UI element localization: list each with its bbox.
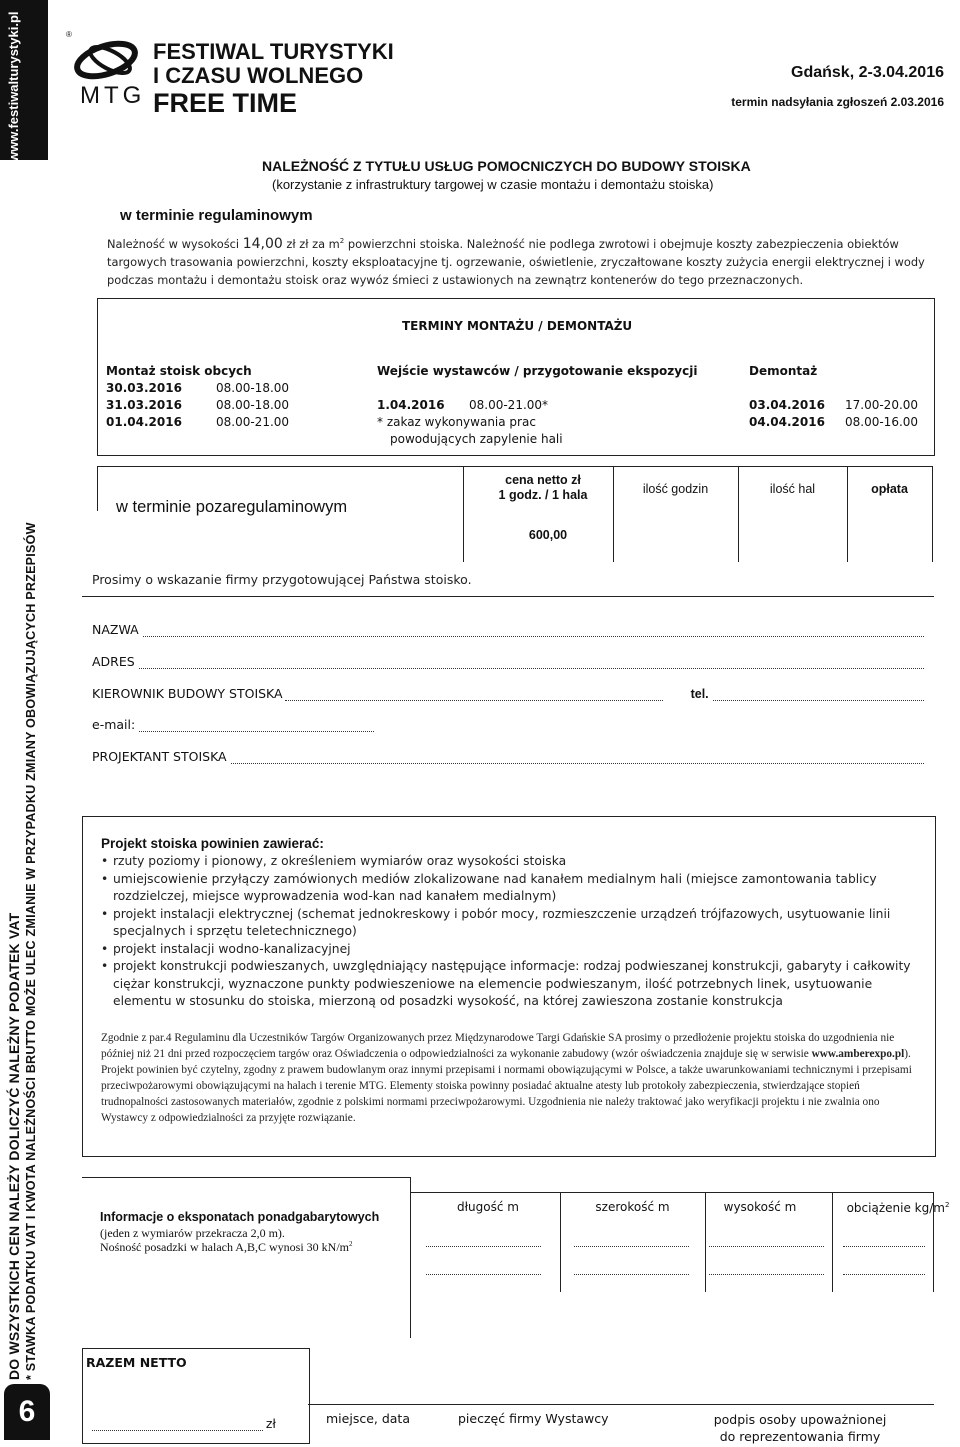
- website-url: www.festiwalturystyki.pl: [6, 11, 21, 162]
- vat-note-line2: * STAWKA PODATKU VAT I KWOTA NALEŻNOŚCI BRUTTO MOŻE ULEC ZMIANIE W PRZYPADKU ZMIANY OBOWIĄZUJĄCYCH PRZEPISÓW: [24, 522, 38, 1380]
- terms-col3-date: 04.04.2016: [749, 415, 825, 429]
- contact-row-name: [92, 622, 924, 637]
- address-field[interactable]: [139, 656, 924, 669]
- manager-label: KIEROWNIK BUDOWY STOISKA: [92, 686, 283, 701]
- terms-col1-row: [106, 397, 289, 414]
- oversize-title: Informacje o eksponatach ponadgabarytowych: [100, 1210, 380, 1224]
- list-item: • projekt konstrukcji podwieszanych, uwzględniający następujące informacje: rodzaj podwieszanej konstrukcji, gabaryty i całkowity ciężar konstrukcji, wyznaczone punkty podwieszeniowe na elemencie podwieszanym, ilość potrzebnych linek, usytuowanie elementu w stosunku do stoiska, mierzoną od posadzki wysokość, na której zawieszona zostanie konstrukcja: [101, 958, 921, 1011]
- terms-col3-list: [749, 397, 918, 431]
- height-field-2[interactable]: [709, 1274, 824, 1275]
- oversize-col-width: szerokość m: [595, 1200, 670, 1214]
- regular-term-label: w terminie regulaminowym: [120, 207, 313, 224]
- event-place-date: Gdańsk, 2-3.04.2016: [791, 64, 944, 81]
- oversize-load-sup: 2: [348, 1240, 353, 1248]
- terms-col3-date: 03.04.2016: [749, 398, 825, 412]
- registered-mark: ®: [66, 30, 72, 39]
- logo-mtg-text: MTG: [80, 82, 146, 109]
- terms-col1-row: [106, 380, 289, 397]
- terms-title: TERMINY MONTAŻU / DEMONTAŻU: [402, 319, 633, 333]
- email-label: e-mail:: [92, 717, 136, 732]
- extra-term-label: w terminie pozaregulaminowym: [116, 498, 348, 516]
- fee-unit-sup: 2: [339, 237, 345, 245]
- logo-title-line3: FREE TIME: [153, 88, 298, 118]
- oversize-col-load-sup: 2: [944, 1201, 950, 1209]
- terms-col1-date: 31.03.2016: [106, 398, 182, 412]
- load-field-1[interactable]: [843, 1246, 925, 1247]
- length-field-2[interactable]: [426, 1274, 541, 1275]
- terms-col1-time: 08.00-21.00: [216, 415, 290, 429]
- email-field[interactable]: [139, 719, 374, 732]
- contact-intro: Prosimy o wskazanie firmy przygotowującej Państwa stoisko.: [92, 572, 472, 587]
- terms-col2-time: 08.00-21.00*: [469, 398, 549, 412]
- oversize-line3: [100, 1240, 352, 1255]
- list-item: • projekt instalacji elektrycznej (schemat jednokreskowy i pobór mocy, rozmieszczenie urządzeń trójfazowych, usytuowanie linii specjalnych i sprzętu teletechnicznego): [101, 906, 921, 941]
- page-number: 6: [4, 1384, 50, 1440]
- load-field-2[interactable]: [843, 1274, 925, 1275]
- contact-row-designer: [92, 749, 924, 764]
- manager-field[interactable]: [285, 688, 663, 701]
- width-field-1[interactable]: [574, 1246, 689, 1247]
- logo-title-line2: I CZASU WOLNEGO: [153, 63, 364, 88]
- stamp-label: pieczęć firmy Wystawcy: [458, 1411, 609, 1426]
- length-field-1[interactable]: [426, 1246, 541, 1247]
- oversize-line2: (jeden z wymiarów przekracza 2,0 m).: [100, 1226, 285, 1240]
- fee-title: NALEŻNOŚĆ Z TYTUŁU USŁUG POMOCNICZYCH DO BUDOWY STOISKA: [262, 158, 751, 174]
- total-row: [92, 1416, 276, 1431]
- extra-hours-head: ilość godzin: [642, 482, 709, 496]
- oversize-col-load: [836, 1201, 960, 1215]
- terms-col2-note2: powodujących zapylenie hali: [390, 432, 563, 446]
- logo-title: [153, 40, 394, 118]
- terms-col1-head: Montaż stoisk obcych: [106, 364, 252, 378]
- fee-subtitle: (korzystanie z infrastruktury targowej w czasie montażu i demontażu stoiska): [272, 177, 714, 192]
- project-para-a: Zgodnie z par.4 Regulaminu dla Uczestników Targów Organizowanych przez Międzynarodowe Targi Gdańskie SA prosimy o przedłożenie projektu stoiska do uzgodnienia nie później niż 21 dni przed rozpoczęciem targów oraz Oświadczenia o odpowiedzialności za wykonanie zabudowy (wzór oświadczenia znajduje się w serwisie: [101, 1032, 895, 1060]
- height-field-1[interactable]: [709, 1246, 824, 1247]
- signature-label-line2: do reprezentowania firmy: [719, 1429, 881, 1444]
- logo-title-line1: FESTIWAL TURYSTYKI: [153, 39, 394, 64]
- extra-fee-head: opłata: [871, 482, 908, 496]
- contact-row-manager: [92, 686, 924, 701]
- project-heading: Projekt stoiska powinien zawierać:: [101, 836, 324, 851]
- designer-label: PROJEKTANT STOISKA: [92, 749, 227, 764]
- width-field-2[interactable]: [574, 1274, 689, 1275]
- oversize-box: [82, 1177, 411, 1338]
- terms-col2-list: [377, 397, 563, 448]
- oversize-load-text: Nośność posadzki w halach A,B,C wynosi 30 kN/m: [100, 1240, 349, 1254]
- contact-row-address: [92, 654, 924, 669]
- terms-col1-time: 08.00-18.00: [216, 398, 290, 412]
- oversize-col-height: wysokość m: [723, 1200, 797, 1214]
- project-paragraph: [101, 1030, 921, 1126]
- terms-col1-date: 30.03.2016: [106, 381, 182, 395]
- terms-col3-row: [749, 414, 918, 431]
- terms-col2-note1: * zakaz wykonywania prac: [377, 415, 536, 429]
- fee-text-prefix: Należność w wysokości: [107, 236, 243, 251]
- submission-deadline: termin nadsyłania zgłoszeń 2.03.2016: [731, 95, 944, 109]
- fee-amount: 14,00: [242, 235, 283, 252]
- list-item: • umiejscowienie przyłączy zamówionych mediów zlokalizowane nad kanałem medialnym hali (miejsce zamontowania tablicy rozdzielczej, miejsce wyprowadzenia wod-kan nad kanałem medialnym): [101, 871, 921, 906]
- signature-label-line1: podpis osoby upoważnionej: [713, 1412, 887, 1427]
- project-para-b: ). Projekt powinien być czytelny, zgodny z prawem budowlanym oraz innymi przepisami i normami obowiązującymi w Polsce, a także uwarunkowaniami technicznymi i przepisami przeciwpożarowymi obowiązującymi na halach i terenie MTG. Elementy stoiska powinny posiadać aktualne atesty lub protokoły zabezpieczenia, stwierdzające stopień trudnopalności zastosowanych materiałów, zgodnie z polskimi normami przeciwpożarowymi. Uzgodnienia nie należy traktować jako weryfikacji projektu i nie zwalnia ono Wystawcy z odpowiedzialności za przyjęte rozwiązanie.: [101, 1048, 912, 1124]
- fee-description: [107, 232, 952, 289]
- designer-field[interactable]: [231, 751, 924, 764]
- terms-col1-row: [106, 414, 289, 431]
- place-date-label: miejsce, data: [326, 1411, 410, 1426]
- oversize-col-load-text: obciążenie kg/m: [846, 1201, 945, 1215]
- total-field[interactable]: [92, 1418, 263, 1431]
- terms-col1-time: 08.00-18.00: [216, 381, 290, 395]
- extra-halls-head: ilość hal: [769, 482, 816, 496]
- project-requirements-list: [101, 853, 921, 1011]
- terms-col3-row: [749, 397, 918, 414]
- tel-label: tel.: [690, 687, 709, 701]
- amberexpo-link[interactable]: www.amberexpo.pl: [811, 1048, 905, 1060]
- vat-note-line1: DO WSZYSTKICH CEN NALEŻY DOLICZYĆ NALEŻNY PODATEK VAT: [6, 912, 22, 1380]
- fee-text-unit: zł zł za m: [282, 236, 340, 251]
- name-label: NAZWA: [92, 622, 139, 637]
- terms-col1-date: 01.04.2016: [106, 415, 182, 429]
- terms-col3-time: 17.00-20.00: [845, 398, 919, 412]
- name-field[interactable]: [143, 624, 924, 637]
- terms-col3-head: Demontaż: [749, 364, 818, 378]
- terms-col1-list: [106, 380, 289, 431]
- extra-price-value: 600,00: [528, 528, 568, 542]
- terms-col3-time: 08.00-16.00: [845, 415, 919, 429]
- terms-col2-head: Wejście wystawców / przygotowanie ekspozycji: [377, 364, 698, 378]
- signature-label: [700, 1411, 900, 1445]
- address-label: ADRES: [92, 654, 135, 669]
- list-item: • rzuty poziomy i pionowy, z określeniem wymiarów oraz wysokości stoiska: [101, 853, 921, 871]
- contact-row-email: [92, 717, 374, 732]
- total-currency: zł: [265, 1416, 276, 1431]
- terms-col2-date: 1.04.2016: [377, 398, 445, 412]
- fee-text-rest: powierzchni stoiska. Należność nie podlega zwrotowi i obejmuje koszty zabezpieczenia obiektów targowych trasowania powierzchni, koszty eksploatacyjne tj. ogrzewanie, oświetlenie, zryczałtowane koszty zużycia energii elektrycznej i wody podczas montażu i demontażu stoisk oraz wywóz śmieci z ustawionych na zewnątrz kontenerów do tego przeznaczonych.: [107, 236, 925, 287]
- tel-field[interactable]: [713, 688, 924, 701]
- total-label: RAZEM NETTO: [86, 1355, 187, 1370]
- list-item: • projekt instalacji wodno-kanalizacyjnej: [101, 941, 921, 959]
- extra-price-head: cena netto zł 1 godz. / 1 hala: [498, 473, 588, 502]
- signature-line: [308, 1404, 934, 1405]
- oversize-col-length: długość m: [457, 1200, 519, 1214]
